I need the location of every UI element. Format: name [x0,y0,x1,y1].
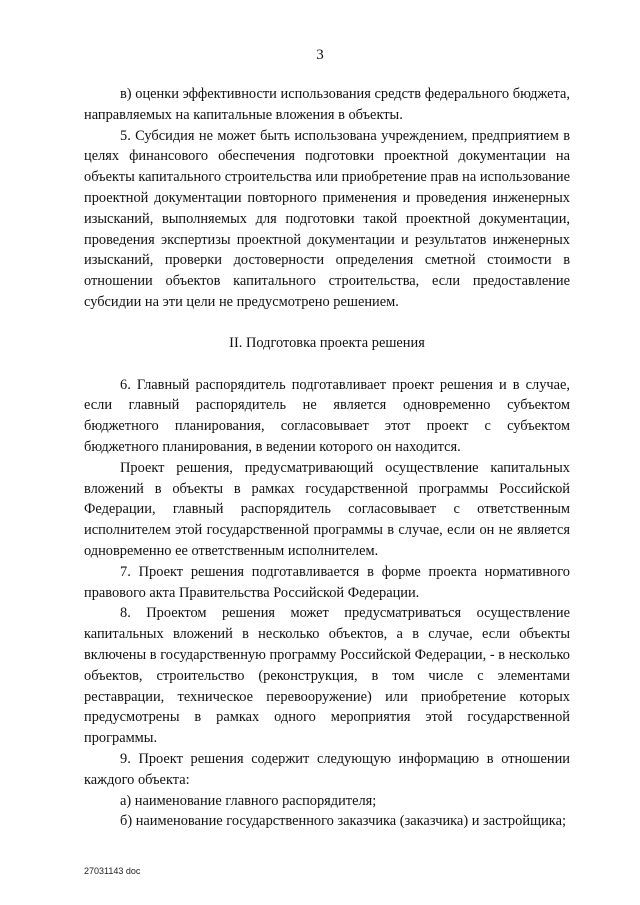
paragraph-8: 8. Проектом решения может предусматриваться осуществление капитальных вложений в несколько объектов, а в случае, если объекты включены в государственную программу Российской Федерации, - в несколько объектов, строительство (реконструкция, в том числе с элементами реставрации, техническое перевооружение) или приобретение которых предусмотрены в рамках одного мероприятия этой государственной программы. [84,605,570,747]
paragraph-item-v: в) оценки эффективности использования средств федерального бюджета, направляемых на капитальные вложения в объекты. [84,86,570,123]
paragraph-5: 5. Субсидия не может быть использована учреждением, предприятием в целях финансового обеспечения подготовки проектной документации на объекты капитального строительства или приобретение прав на использование проектной документации повторного применения и проведения инженерных изысканий, выполняемых для подготовки такой проектной документации, проведения экспертизы проектной документации и результатов инженерных изысканий, проверки достоверности определения сметной стоимости в отношении объектов капитального строительства, если предоставление субсидии на эти цели не предусмотрено решением. [84,127,570,310]
document-body [84,84,570,832]
paragraph-6: 6. Главный распорядитель подготавливает проект решения и в случае, если главный распорядитель не является одновременно субъектом бюджетного планирования, согласовывает этот проект с субъектом бюджетного планирования, в ведении которого он находится. [84,376,570,455]
page-number: 3 [316,47,324,63]
paragraph-item-b: б) наименование государственного заказчика (заказчика) и застройщика; [120,813,566,830]
paragraph-item-a: а) наименование главного распорядителя; [120,792,377,809]
section-heading: II. Подготовка проекта решения [229,334,425,351]
paragraph-6-continuation: Проект решения, предусматривающий осуществление капитальных вложений в объекты в рамках государственной программы Российской Федерации, главный распорядитель согласовывает с ответственным исполнителем этой государственной программы в случае, если он не является одновременно ее ответственным исполнителем. [84,459,570,559]
paragraph-7: 7. Проект решения подготавливается в форме проекта нормативного правового акта Правительства Российской Федерации. [84,563,570,601]
paragraph-9: 9. Проект решения содержит следующую информацию в отношении каждого объекта: [84,750,570,788]
footer-file-code: 27031143 doc [84,866,141,876]
